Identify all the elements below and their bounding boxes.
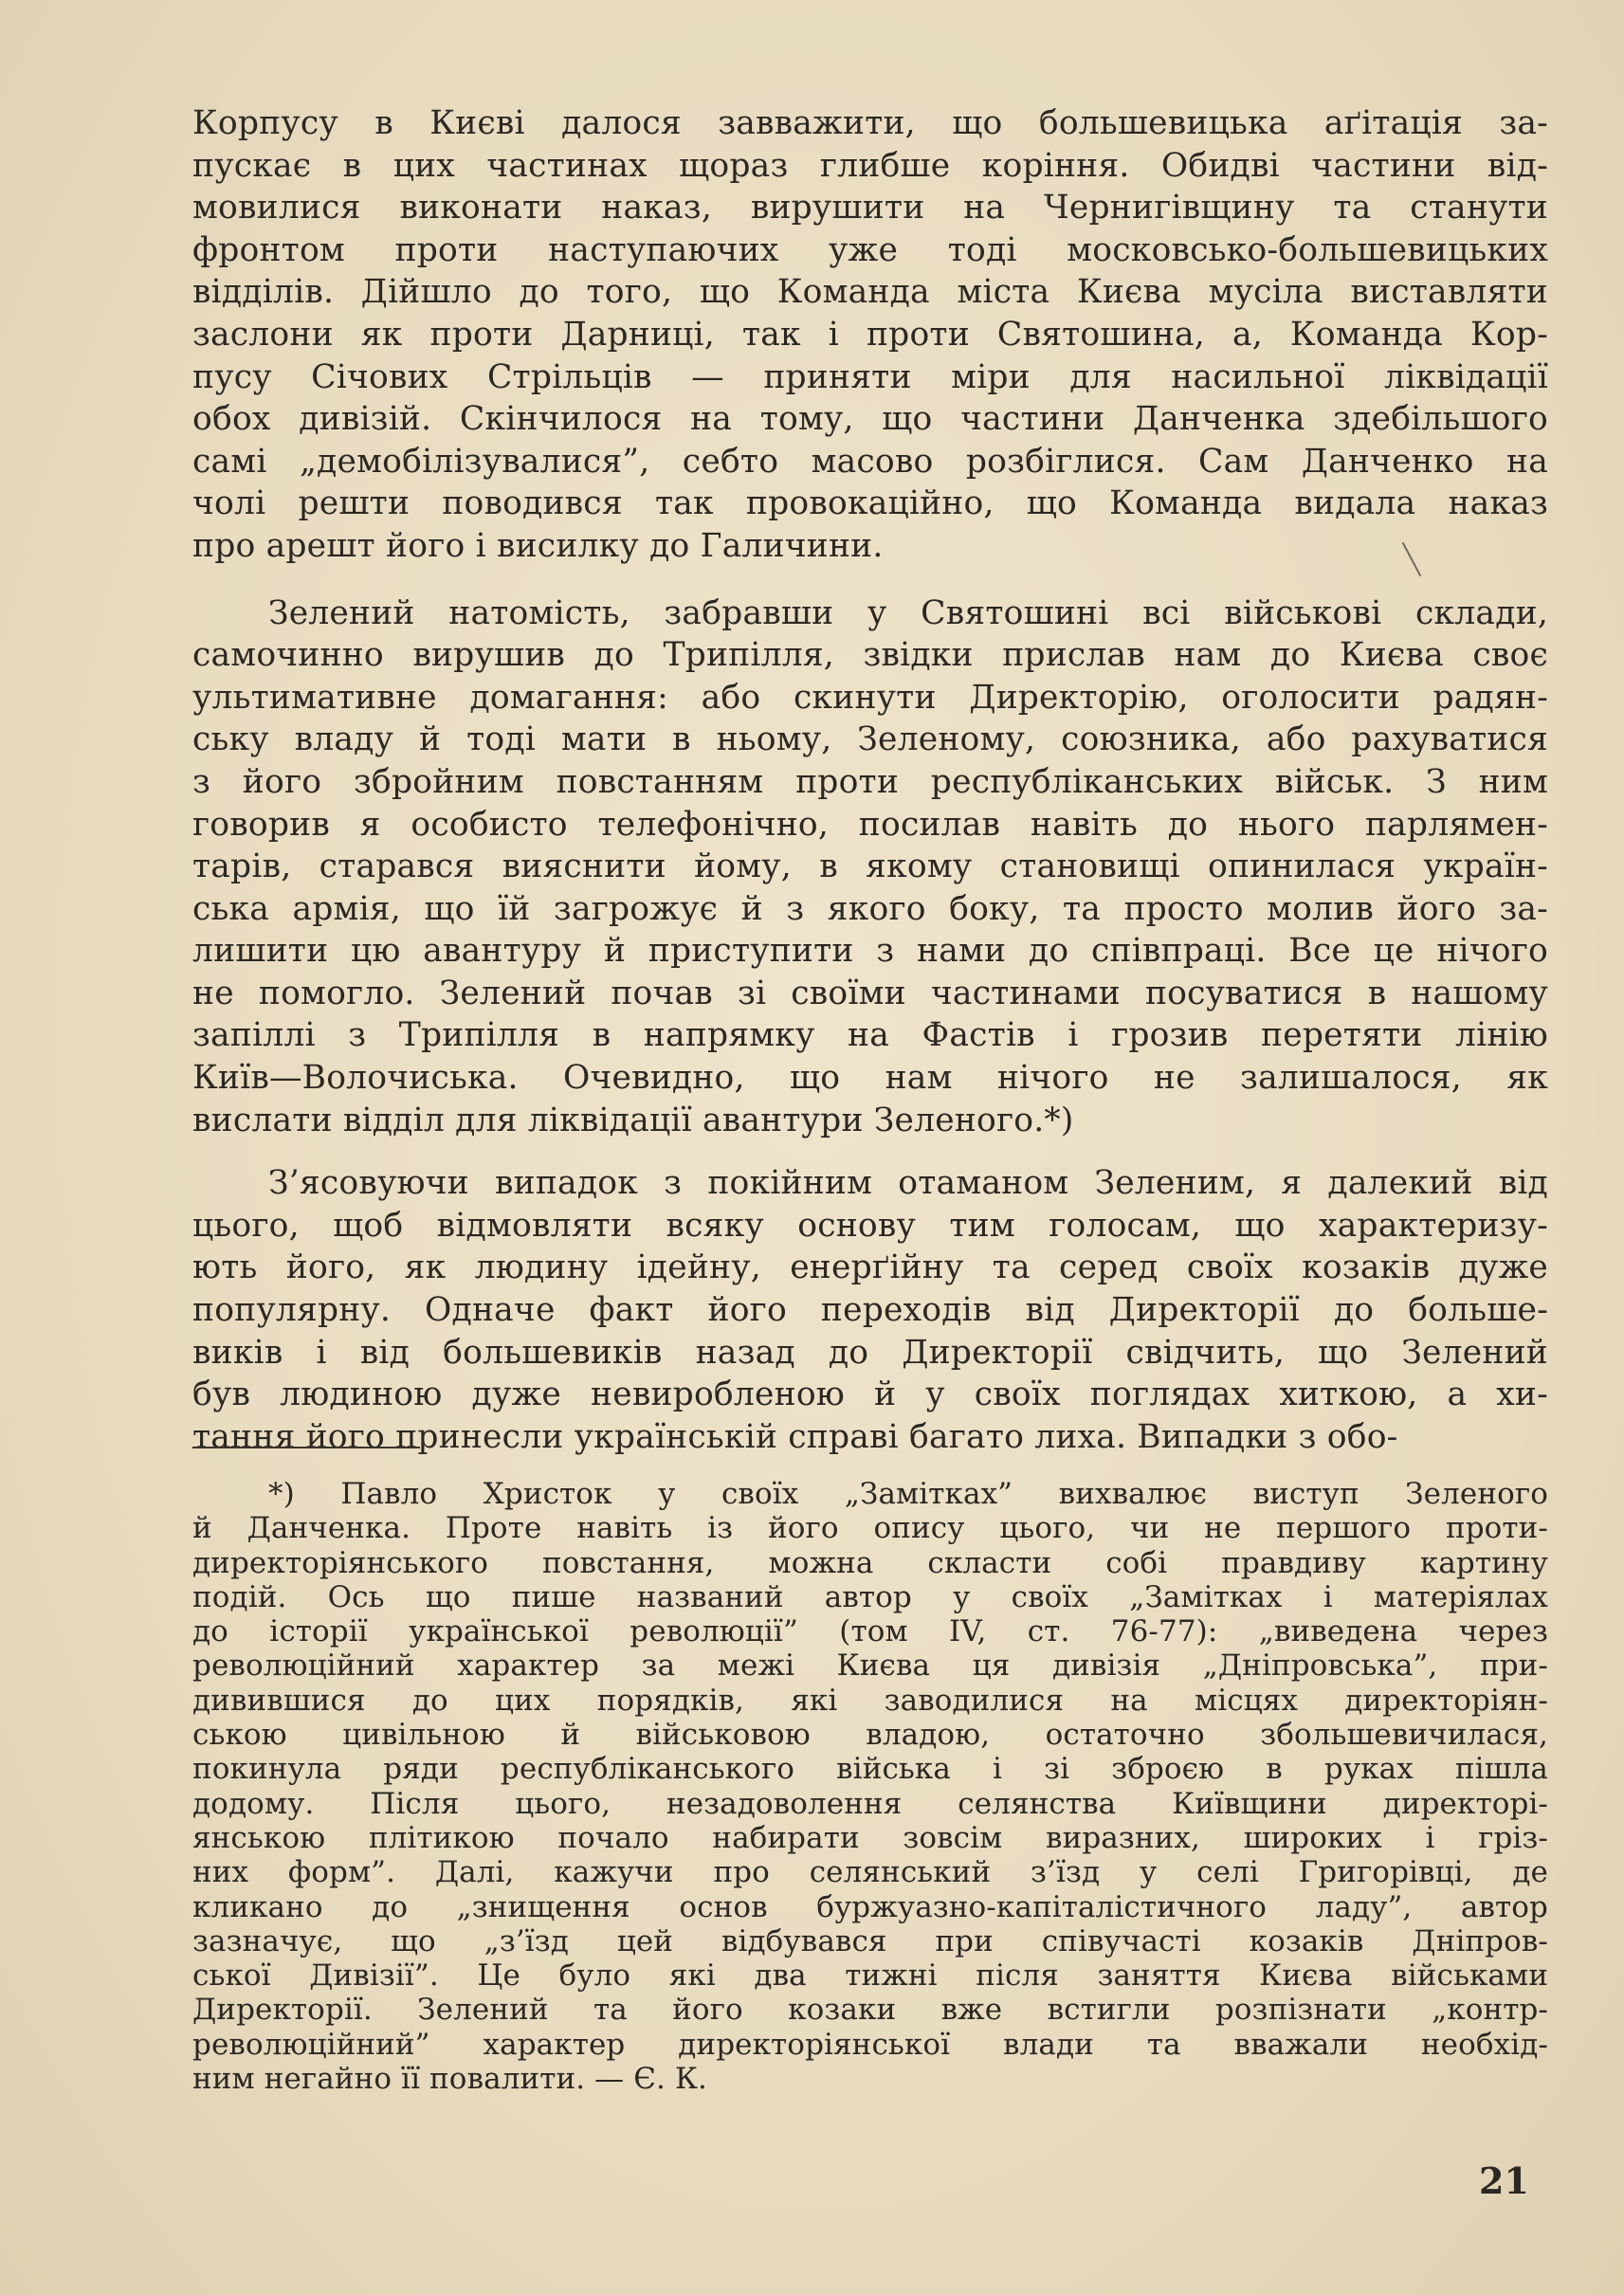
text-line: тарів, старався вияснити йому, в якому становищі опинилася україн-	[192, 847, 1548, 886]
text-line: про арешт його і висилку до Галичини.	[192, 526, 884, 565]
text-line: чолі решти поводився так провокаційно, що Команда видала наказ	[192, 484, 1548, 523]
text-line: додому. Після цього, незадоволення селянства Київщини директорі-	[192, 1786, 1548, 1821]
text-line: тання його принесли українській справі багато лиха. Випадки з обо-	[192, 1417, 1398, 1456]
text-line: ним негайно її повалити. — Є. К.	[192, 2062, 708, 2097]
text-line: *) Павло Христок у своїх „Замітках” вихвалює виступ Зеленого	[268, 1477, 1548, 1511]
text-line: до історії української революції” (том IV, ст. 76-77): „виведена через	[192, 1614, 1548, 1649]
text-line: пускає в цих частинах щораз глибше коріння. Обидві частини від-	[192, 146, 1548, 185]
text-line: вислати відділ для ліквідації авантури Зеленого.*)	[192, 1101, 1074, 1139]
text-line: Директорії. Зелений та його козаки вже встигли розпізнати „контр-	[192, 1993, 1548, 2028]
text-line: обох дивізій. Скінчилося на тому, що частини Данченка здебільшого	[192, 400, 1548, 439]
text-line: мовилися виконати наказ, вирушити на Чернигівщину та станути	[192, 189, 1548, 228]
text-line: Корпусу в Києві далося завважити, що большевицька аґітація за-	[192, 104, 1548, 142]
text-line: революційний” характер директоріянської влади та вважали необхід-	[192, 2027, 1548, 2062]
text-line: з його збройним повстанням проти республіканських військ. З ним	[192, 762, 1548, 801]
text-line: популярну. Одначе факт його переходів від Директорії до больше-	[192, 1291, 1548, 1330]
text-line: не помогло. Зелений почав зі своїми частинами посуватися в нашому	[192, 974, 1548, 1012]
text-line: був людиною дуже невиробленою й у своїх поглядах хиткою, а хи-	[192, 1375, 1548, 1414]
text-line: кликано до „знищення основ буржуазно-капіталістичного ладу”, автор	[192, 1889, 1548, 1924]
text-line: З’ясовуючи випадок з покійним отаманом Зеленим, я далекий від	[268, 1164, 1548, 1203]
footnote	[192, 1477, 1548, 2096]
text-line: ють його, як людину ідейну, енерґійну та серед своїх козаків дуже	[192, 1248, 1548, 1287]
text-line: революційний характер за межі Києва ця дивізія „Дніпровська”, при-	[192, 1648, 1548, 1684]
text-line: подій. Ось що пише названий автор у своїх „Замітках і матеріялах	[192, 1579, 1548, 1614]
text-line: Київ—Волочиська. Очевидно, що нам нічого не залишалося, як	[192, 1059, 1548, 1098]
text-line: ською цивільною й військовою владою, остаточно збольшевичилася,	[192, 1718, 1548, 1753]
paragraph-1	[192, 102, 1548, 568]
text-line: зазначує, що „з’їзд цей відбувався при співучасті козаків Дніпров-	[192, 1923, 1548, 1958]
text-line: говорив я особисто телефонічно, посилав навіть до нього парлямен-	[192, 805, 1548, 844]
text-line: відділів. Дійшло до того, що Команда міста Києва мусіла виставляти	[192, 273, 1548, 312]
footnote-separator	[192, 1447, 420, 1448]
page-number: 21	[1479, 2159, 1529, 2202]
text-line: дивившися до цих порядків, які заводилися на місцях директоріян-	[192, 1683, 1548, 1718]
text-line: ська армія, що їй загрожує й з якого боку, та просто молив його за-	[192, 889, 1548, 928]
text-line: самочинно вирушив до Трипілля, звідки прислав нам до Києва своє	[192, 636, 1548, 675]
text-line: них форм”. Далі, кажучи про селянський з’їзд у селі Григорівці, де	[192, 1855, 1548, 1890]
text-line: ську владу й тоді мати в ньому, Зеленому, союзника, або рахуватися	[192, 720, 1548, 759]
text-line: директоріянського повстання, можна скласти собі правдиву картину	[192, 1545, 1548, 1580]
paragraph-3	[192, 1162, 1548, 1458]
text-line: запіллі з Трипілля в напрямку на Фастів і грозив перетяти лінію	[192, 1016, 1548, 1055]
footnote-text	[192, 1477, 1548, 2096]
paragraph-2	[192, 592, 1548, 1142]
text-line: лишити цю авантуру й приступити з нами до співпраці. Все це нічого	[192, 932, 1548, 971]
text-line: покинула ряди республіканського війська і зі зброєю в руках пішла	[192, 1752, 1548, 1787]
main-text	[192, 102, 1548, 1458]
text-line: фронтом проти наступаючих уже тоді московсько-большевицьких	[192, 230, 1548, 269]
text-line: янською плітикою почало набирати зовсім виразних, широких і гріз-	[192, 1820, 1548, 1855]
text-line: й Данченка. Проте навіть із його опису цього, чи не першого проти-	[192, 1511, 1548, 1546]
text-line: ської Дивізії”. Це було які два тижні після заняття Києва військами	[192, 1958, 1548, 1994]
text-line: пусу Січових Стрільців — приняти міри для насильної ліквідації	[192, 357, 1548, 396]
text-line: ультимативне домагання: або скинути Директорію, оголосити радян-	[192, 678, 1548, 717]
text-line: цього, щоб відмовляти всяку основу тим голосам, що характеризу-	[192, 1206, 1548, 1245]
text-line: самі „демобілізувалися”, себто масово розбіглися. Сам Данченко на	[192, 442, 1548, 481]
text-line: заслони як проти Дарниці, так і проти Святошина, а, Команда Кор-	[192, 315, 1548, 354]
text-line: Зелений натомість, забравши у Святошині всі військові склади,	[268, 593, 1548, 632]
text-line: виків і від большевиків назад до Директорії свідчить, що Зелений	[192, 1333, 1548, 1372]
